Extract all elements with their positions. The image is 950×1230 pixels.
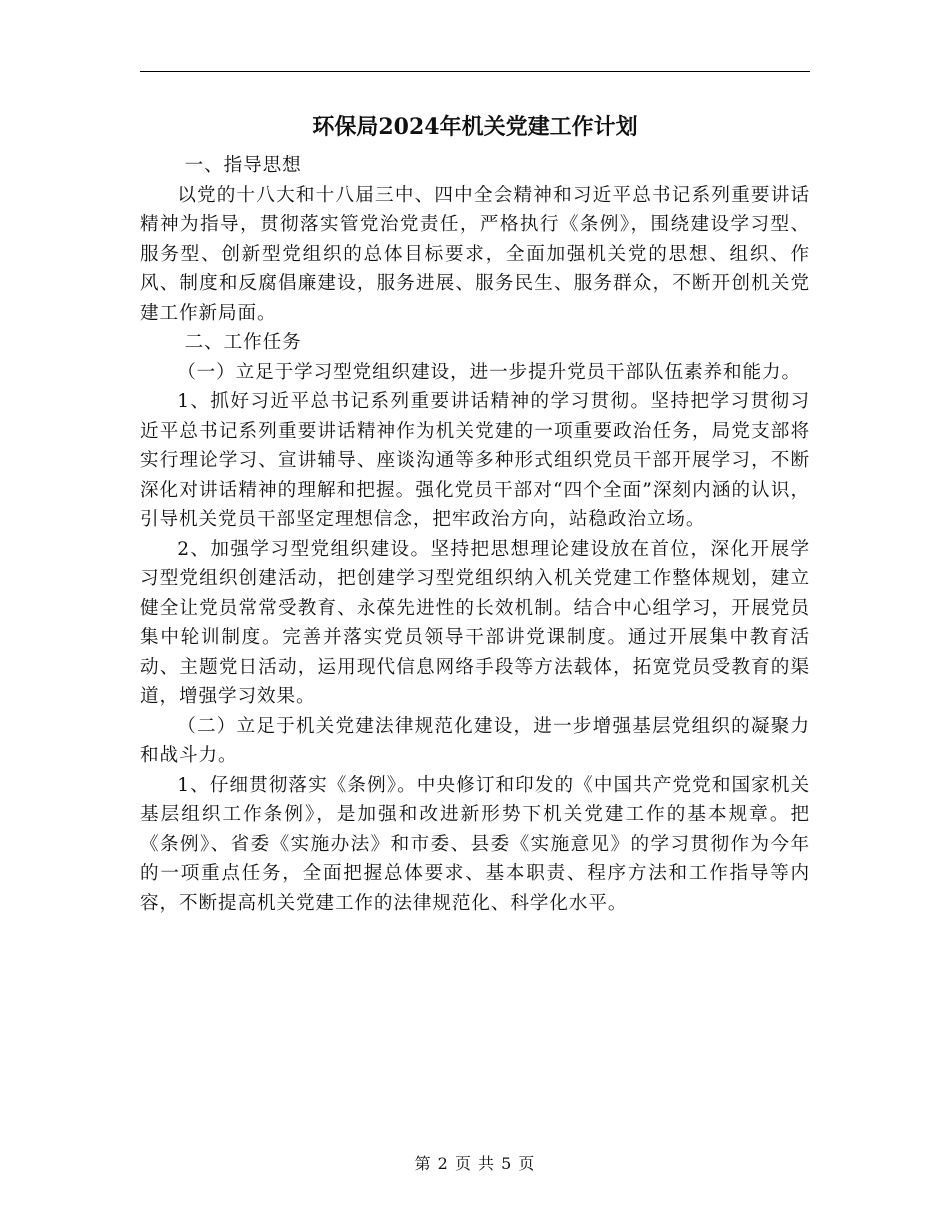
paragraph-task-2-1: 1、仔细贯彻落实《条例》。中央修订和印发的《中国共产党党和国家机关基层组织工作条例》，是加强和改进新形势下机关党建工作的基本规章。把《条例》、省委《实施办法》和市委、县委《实施意见》的学习贯彻作为今年的一项重点任务，全面把握总体要求、基本职责、程序方法和工作指导等内容，不断提高机关党建工作的法律规范化、科学化水平。 [140,774,810,914]
page-footer: 第 2 页 共 5 页 [414,1154,536,1173]
subsection-heading-legal-standardization: （二）立足于机关党建法律规范化建设，进一步增强基层党组织的凝聚力和战斗力。 [140,715,810,766]
document-body [140,151,810,918]
subsection-heading-learning-organization: （一）立足于学习型党组织建设，进一步提升党员干部队伍素养和能力。 [177,361,801,383]
paragraph-task-1-2: 2、加强学习型党组织建设。坚持把思想理论建设放在首位，深化开展学习型党组织创建活动，把创建学习型党组织纳入机关党建工作整体规划，建立健全让党员常常受教育、永葆先进性的长效机制。结合中心组学习，开展党员集中轮训制度。完善并落实党员领导干部讲党课制度。通过开展集中教育活动、主题党日活动，运用现代信息网络手段等方法载体，拓宽党员受教育的渠道，增强学习效果。 [140,538,810,707]
section-heading-work-tasks: 二、工作任务 [184,332,302,353]
header-rule [140,71,810,72]
paragraph-guiding-ideology: 以党的十八大和十八届三中、四中全会精神和习近平总书记系列重要讲话精神为指导，贯彻落实管党治党责任，严格执行《条例》，围绕建设学习型、服务型、创新型党组织的总体目标要求，全面加强机关党的思想、组织、作风、制度和反腐倡廉建设，服务进展、服务民生、服务群众，不断开创机关党建工作新局面。 [140,184,810,324]
paragraph-task-1-1: 1、抓好习近平总书记系列重要讲话精神的学习贯彻。坚持把学习贯彻习近平总书记系列重要讲话精神作为机关党建的一项重要政治任务，局党支部将实行理论学习、宣讲辅导、座谈沟通等多种形式组织党员干部开展学习，不断深化对讲话精神的理解和把握。强化党员干部对“四个全面”深刻内涵的认识，引导机关党员干部坚定理想信念，把牢政治方向，站稳政治立场。 [140,391,810,530]
document-title: 环保局2024年机关党建工作计划 [312,114,638,140]
section-heading-guiding-ideology: 一、指导思想 [184,155,302,176]
